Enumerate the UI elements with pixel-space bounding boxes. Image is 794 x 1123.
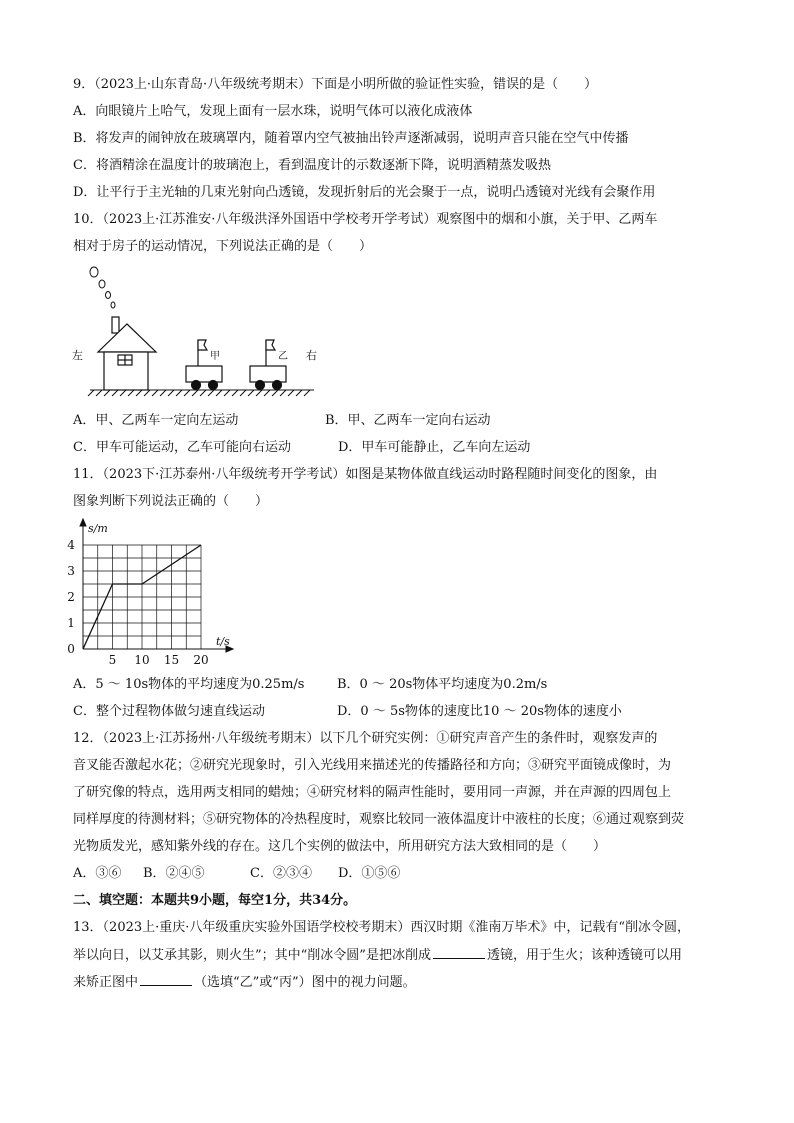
- q13-line2: [73, 946, 682, 965]
- q11-stem-line2: 图象判断下列说法正确的（ ）: [73, 494, 269, 509]
- q13-blank-1[interactable]: [433, 946, 485, 959]
- q12-line1: 12．（2023上·江苏扬州·八年级统考期末）以下几个研究实例：①研究声音产生的条件时，观察发声的: [73, 731, 658, 746]
- y-tick-label: 4: [67, 538, 75, 552]
- q12-line2: 音叉能否激起水花；②研究光现象时，引入光线用来描述光的传播路径和方向；③研究平面镜成像时，为: [73, 758, 672, 773]
- q13-line2-text-b: 透镜，用于生火；该种透镜可以用: [486, 948, 682, 963]
- q10-option-c: C．甲车可能运动，乙车可能向右运动: [73, 440, 291, 455]
- x-axis-label: t/s: [216, 635, 230, 648]
- label-jia: 甲: [210, 351, 220, 362]
- chart-grid: [83, 545, 201, 649]
- q12-option-d: D．①⑤⑥: [338, 866, 401, 881]
- q9-option-a: A．向眼镜片上哈气，发现上面有一层水珠，说明气体可以液化成液体: [73, 104, 473, 119]
- q10-stem-line2: 相对于房子的运动情况，下列说法正确的是（ ）: [73, 239, 373, 254]
- ground: [88, 390, 314, 396]
- q9-option-c: C．将酒精涂在温度计的玻璃泡上，看到温度计的示数逐渐下降，说明酒精蒸发吸热: [73, 158, 551, 173]
- st-chart: [68, 518, 238, 668]
- x-tick-label: 15: [163, 653, 180, 667]
- q12-option-a: A．③⑥: [73, 866, 122, 881]
- q11-option-c: C．整个过程物体做匀速直线运动: [73, 704, 265, 719]
- q9-stem: 9．（2023上·山东青岛·八年级统考期末）下面是小明所做的验证性实验，错误的是（ ）: [73, 77, 598, 92]
- x-tick-label: 20: [193, 653, 209, 667]
- y-tick-labels: [67, 538, 75, 630]
- y-tick-label: 3: [67, 564, 75, 578]
- q13-blank-2[interactable]: [140, 973, 192, 986]
- x-tick-labels: [67, 642, 208, 667]
- q13-line2-text-a: 举以向日，以艾承其影，则火生”；其中“削冰令圆”是把冰削成: [73, 948, 431, 963]
- label-left: 左: [72, 349, 83, 362]
- q12-line3: 了研究像的特点，选用两支相同的蜡烛；④研究材料的隔声性能时，要用同一声源，并在声源的四周包上: [73, 785, 672, 800]
- q13-line1: 13．（2023上·重庆·八年级重庆实验外国语学校校考期末）西汉时期《淮南万毕术》中，记载有“削冰令圆，: [73, 920, 691, 935]
- q13-line3-text-a: 来矫正图中: [73, 975, 139, 990]
- q12-line5: 光物质发光，感知紫外线的存在。这几个实例的做法中，所用研究方法大致相同的是（ ）: [73, 839, 607, 854]
- y-axis-label: s/m: [88, 522, 108, 535]
- q12-option-c: C．②③④: [250, 866, 312, 881]
- q11-option-a: A．5 ～ 10s物体的平均速度为0.25m/s: [73, 677, 305, 692]
- car-jia-icon: [186, 340, 222, 390]
- y-tick-label: 2: [67, 590, 75, 604]
- q10-stem-line1: 10．（2023上·江苏淮安·八年级洪泽外国语中学校考开学考试）观察图中的烟和小旗，关于甲、乙两车: [73, 212, 658, 227]
- q10-figure: [70, 262, 330, 402]
- q11-option-b: B．0 ～ 20s物体平均速度为0.2m/s: [337, 677, 548, 692]
- q9-option-b: B．将发声的闹钟放在玻璃罩内，随着罩内空气被抽出铃声逐渐减弱，说明声音只能在空气中传播: [73, 131, 629, 146]
- q11-option-d: D．0 ～ 5s物体的速度比10 ～ 20s物体的速度小: [337, 704, 622, 719]
- x-tick-label: 10: [134, 653, 150, 667]
- q9-option-d: D．让平行于主光轴的几束光射向凸透镜，发现折射后的光会聚于一点，说明凸透镜对光线有会聚作用: [73, 185, 656, 200]
- smoke-icon: [90, 267, 115, 308]
- y-tick-label: 1: [67, 616, 75, 630]
- house-icon: [98, 317, 156, 390]
- q13-line3: [73, 973, 416, 992]
- car-yi-icon: [250, 340, 286, 390]
- q12-option-b: B．②④⑤: [143, 866, 205, 881]
- q10-option-b: B．甲、乙两车一定向右运动: [325, 413, 491, 428]
- label-right: 右: [306, 349, 317, 362]
- label-yi: 乙: [278, 351, 288, 362]
- section-title-fill-in: 二、填空题：本题共9小题，每空1分，共34分。: [73, 893, 357, 908]
- q11-stem-line1: 11．（2023下·江苏泰州·八年级统考开学考试）如图是某物体做直线运动时路程随时间变化的图象，由: [73, 467, 658, 482]
- q10-option-d: D．甲车可能静止，乙车向左运动: [338, 440, 531, 455]
- q10-option-a: A．甲、乙两车一定向左运动: [73, 413, 239, 428]
- q12-line4: 同样厚度的待测材料；⑤研究物体的冷热程度时，观察比较同一液体温度计中液柱的长度；⑥通过观察到荧: [73, 812, 685, 827]
- x-tick-label: 0: [67, 642, 75, 656]
- x-tick-label: 5: [108, 653, 117, 667]
- q13-line3-text-b: （选填“乙”或“丙”）图中的视力问题。: [194, 975, 416, 990]
